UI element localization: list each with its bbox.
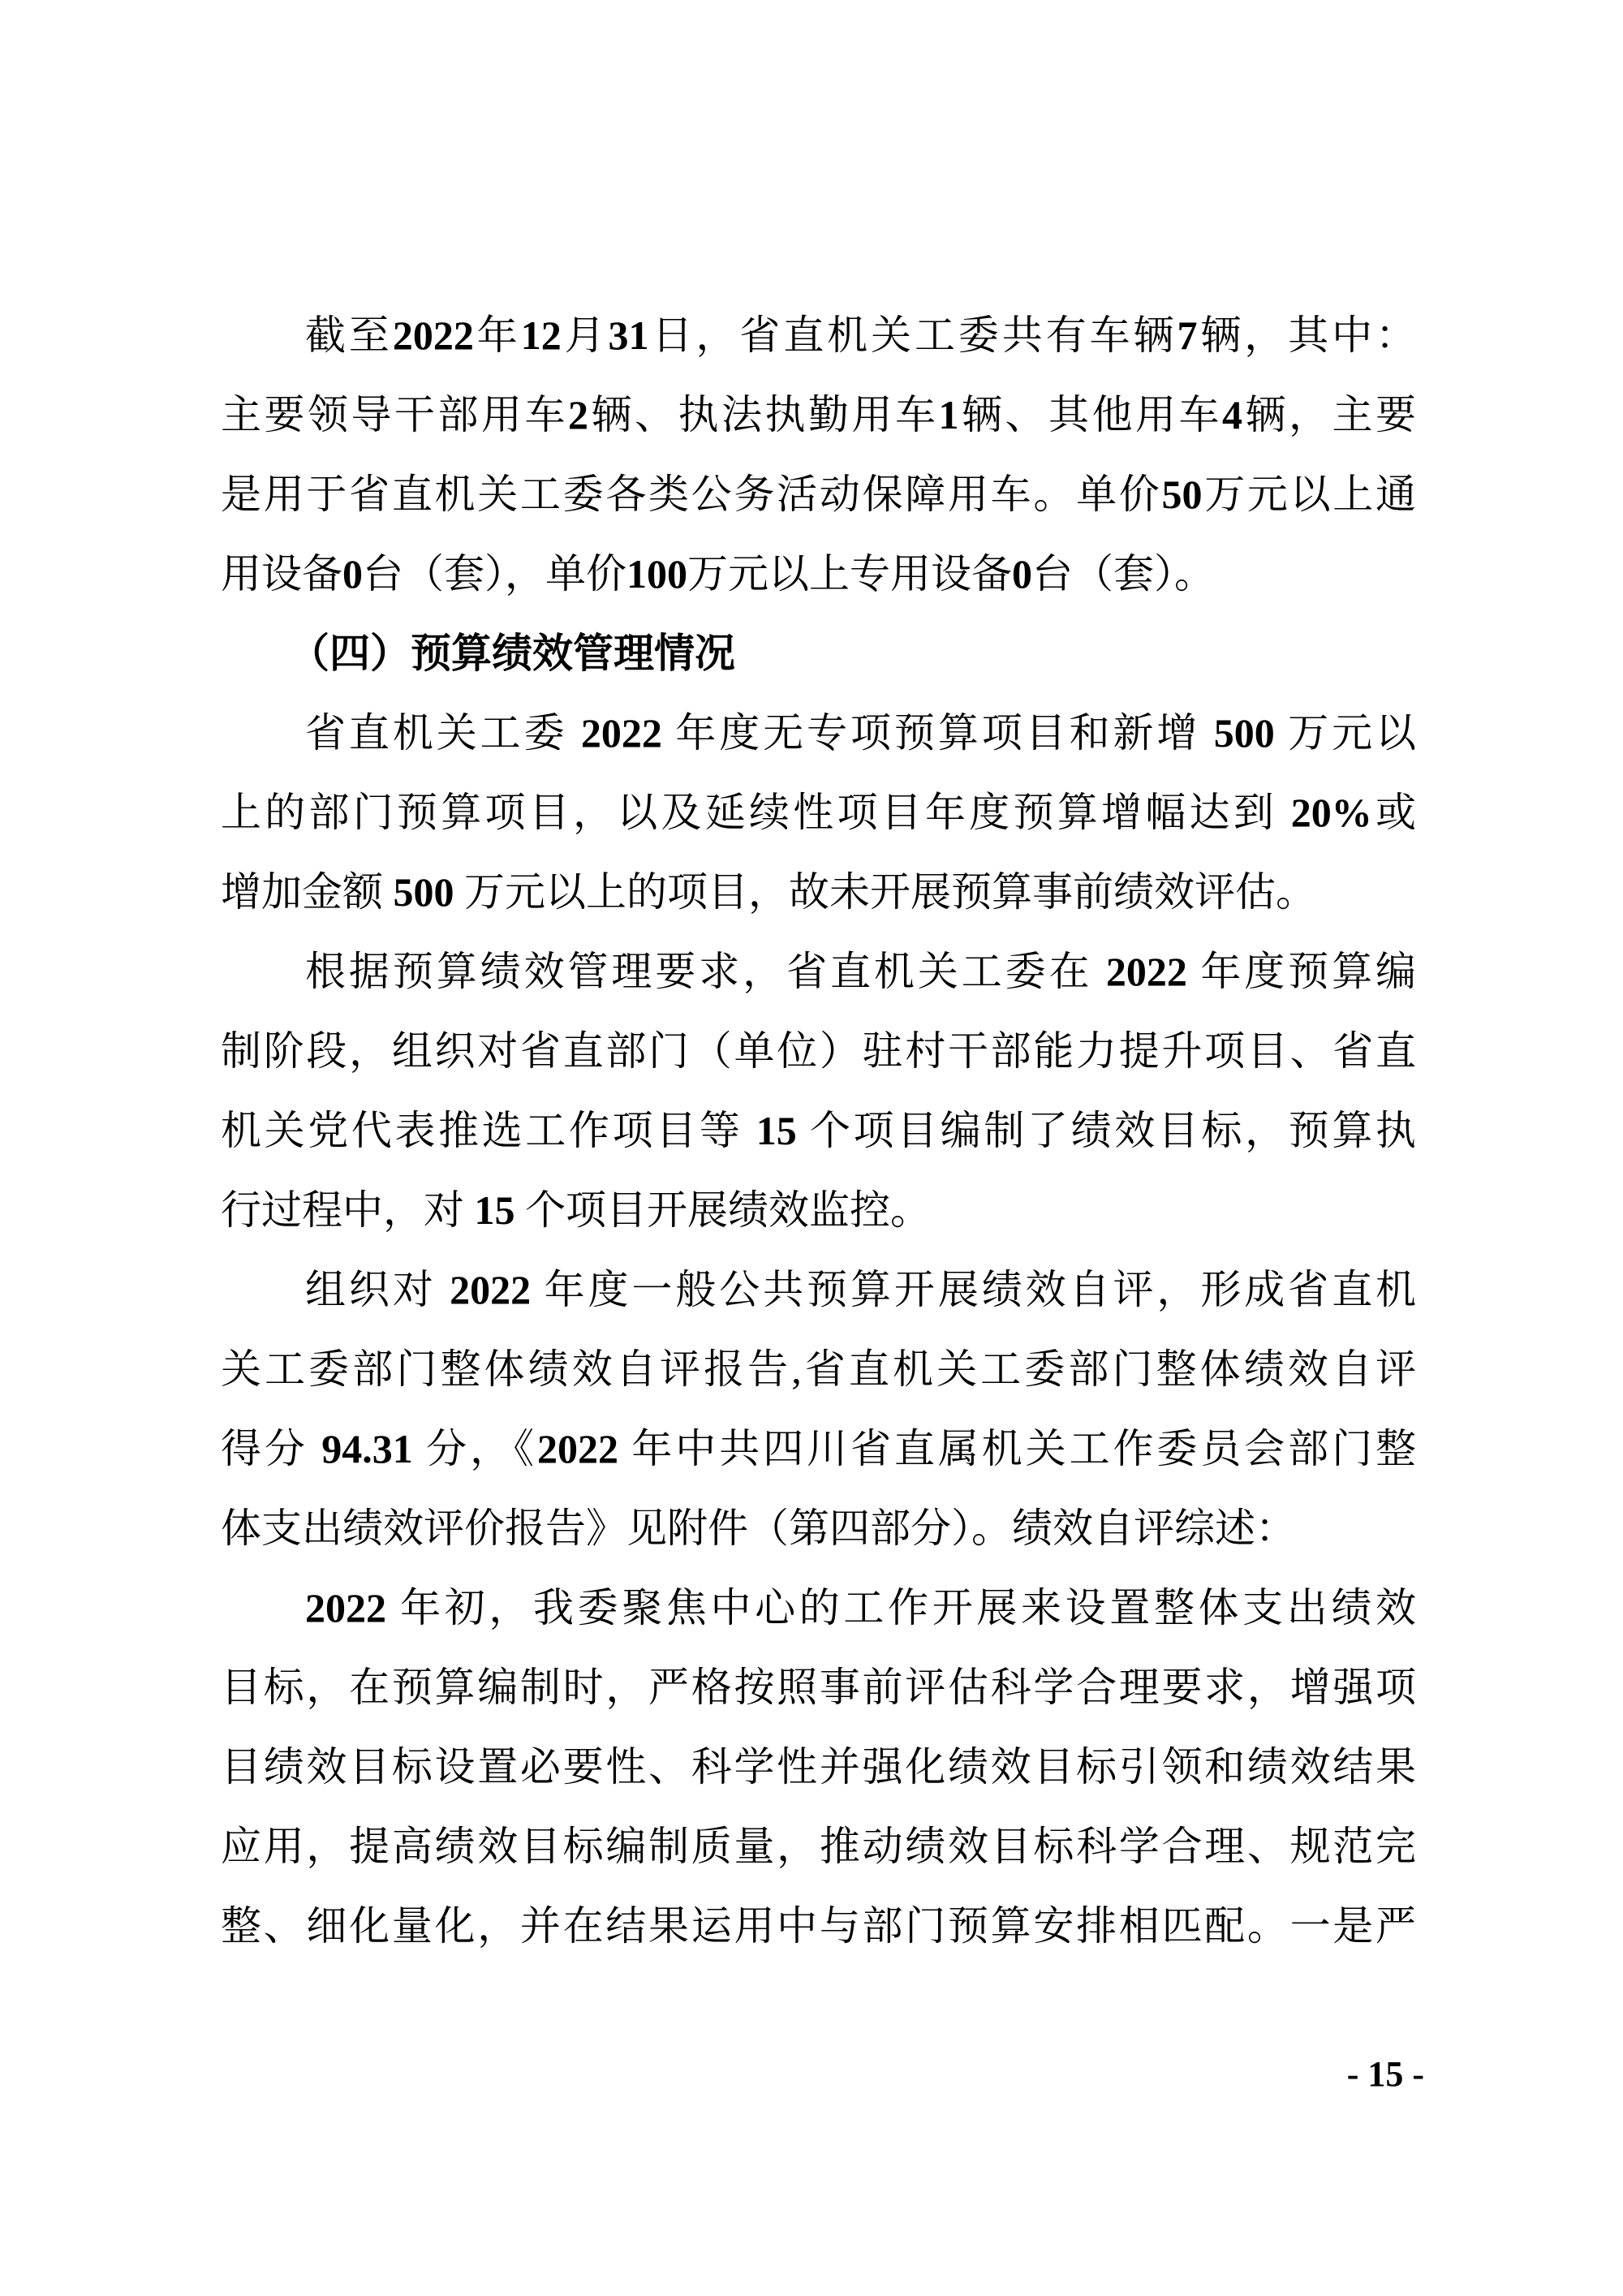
page-number: - 15 - xyxy=(1346,2054,1424,2094)
text-segment: 增加金额 xyxy=(221,869,394,915)
text-segment: 辆、执法执勤用车 xyxy=(588,392,939,437)
text-line xyxy=(221,1727,1416,1807)
text-segment: 是用于省直机关工委各类公务活动保障用车。单价 xyxy=(221,472,1162,517)
numeral: 100 xyxy=(626,551,687,597)
text-line xyxy=(221,534,1416,614)
text-segment: 年初，我委聚焦中心的工作开展来设置整体支出绩效 xyxy=(386,1585,1416,1630)
text-line xyxy=(221,1409,1416,1488)
text-segment: 整、细化量化，并在结果运用中与部门预算安排相匹配。一是严 xyxy=(221,1903,1416,1949)
text-segment: 万元以上专用设备 xyxy=(687,551,1012,597)
text-segment: 关工委部门整体绩效自评报告,省直机关工委部门整体绩效自评 xyxy=(221,1346,1416,1392)
text-line xyxy=(221,375,1416,454)
numeral: 2022 xyxy=(392,312,474,358)
text-segment: 个项目开展绩效监控。 xyxy=(514,1187,931,1233)
numeral: 12 xyxy=(520,312,562,358)
text-segment: 分，《 xyxy=(412,1426,537,1471)
numeral: 2022 xyxy=(305,1585,386,1630)
text-segment: 目标，在预算编制时，严格按照事前评估科学合理要求，增强项 xyxy=(221,1665,1416,1710)
text-segment: 省直机关工委 xyxy=(305,710,581,756)
text-segment: 万元以上通 xyxy=(1202,472,1417,517)
text-line xyxy=(221,1091,1416,1170)
text-line xyxy=(221,454,1416,534)
numeral: 20% xyxy=(1290,790,1372,835)
text-line xyxy=(221,852,1416,932)
text-segment: 或 xyxy=(1371,790,1416,835)
numeral: （四）预算绩效管理情况 xyxy=(289,631,735,676)
text-segment: 年 xyxy=(473,312,521,358)
numeral: 15 xyxy=(474,1187,515,1233)
numeral: 0 xyxy=(342,551,363,597)
numeral: 4 xyxy=(1222,392,1242,437)
text-line xyxy=(221,1886,1416,1966)
text-segment: 万元以 xyxy=(1274,710,1417,756)
text-segment: 体支出绩效评价报告》见附件（第四部分）。绩效自评综述： xyxy=(221,1506,1296,1551)
text-segment: 台（套）。 xyxy=(1032,551,1215,597)
numeral: 31 xyxy=(608,312,649,358)
text-segment: 年度预算编 xyxy=(1186,949,1417,994)
text-line xyxy=(221,1011,1416,1091)
text-line xyxy=(221,693,1416,773)
text-segment: 月 xyxy=(561,312,609,358)
text-segment: 台（套），单价 xyxy=(363,551,626,597)
text-line xyxy=(221,1807,1416,1886)
section-heading xyxy=(221,614,1416,693)
text-line xyxy=(221,1329,1416,1409)
text-segment: 制阶段，组织对省直部门（单位）驻村干部能力提升项目、省直 xyxy=(221,1028,1416,1074)
text-segment: 万元以上的项目，故未开展预算事前绩效评估。 xyxy=(454,869,1316,915)
document-body xyxy=(221,295,1416,1966)
text-segment: 目绩效目标设置必要性、科学性并强化绩效目标引领和绩效结果 xyxy=(221,1744,1416,1790)
text-segment: 上的部门预算项目，以及延续性项目年度预算增幅达到 xyxy=(221,790,1291,835)
text-segment: 辆，主要 xyxy=(1242,392,1416,437)
numeral: 15 xyxy=(756,1108,797,1153)
numeral: 2022 xyxy=(580,710,662,756)
numeral: 2022 xyxy=(536,1426,618,1471)
text-line xyxy=(221,1488,1416,1568)
numeral: 0 xyxy=(1012,551,1032,597)
numeral: 2022 xyxy=(450,1267,532,1312)
text-segment: 组织对 xyxy=(305,1267,450,1312)
numeral: 2022 xyxy=(1105,949,1187,994)
numeral: 500 xyxy=(393,869,454,915)
text-segment: 用设备 xyxy=(221,551,342,597)
text-segment: 辆，其中： xyxy=(1197,312,1417,358)
text-segment: 根据预算绩效管理要求，省直机关工委在 xyxy=(305,949,1106,994)
numeral: 94.31 xyxy=(321,1426,413,1471)
text-segment: 日，省直机关工委共有车辆 xyxy=(648,312,1177,358)
text-segment: 年度无专项预算项目和新增 xyxy=(661,710,1214,756)
text-line xyxy=(221,1648,1416,1727)
text-line xyxy=(221,1250,1416,1329)
numeral: 7 xyxy=(1177,312,1198,358)
text-segment: 个项目编制了绩效目标，预算执 xyxy=(796,1108,1417,1153)
numeral: 1 xyxy=(938,392,959,437)
text-segment: 截至 xyxy=(305,312,393,358)
text-segment: 年度一般公共预算开展绩效自评，形成省直机 xyxy=(531,1267,1417,1312)
numeral: 500 xyxy=(1213,710,1275,756)
text-line xyxy=(221,932,1416,1011)
numeral: 50 xyxy=(1161,472,1203,517)
text-segment: 行过程中，对 xyxy=(221,1187,475,1233)
text-line xyxy=(221,1170,1416,1250)
text-segment: 主要领导干部用车 xyxy=(221,392,568,437)
text-line xyxy=(221,773,1416,852)
text-segment: 得分 xyxy=(221,1426,322,1471)
text-line xyxy=(221,1568,1416,1648)
text-segment: 机关党代表推选工作项目等 xyxy=(221,1108,756,1153)
text-segment: 应用，提高绩效目标编制质量，推动绩效目标科学合理、规范完 xyxy=(221,1824,1416,1869)
text-segment: 年中共四川省直属机关工作委员会部门整 xyxy=(618,1426,1417,1471)
text-segment: 辆、其他用车 xyxy=(958,392,1222,437)
numeral: 2 xyxy=(568,392,588,437)
text-line xyxy=(221,295,1416,375)
